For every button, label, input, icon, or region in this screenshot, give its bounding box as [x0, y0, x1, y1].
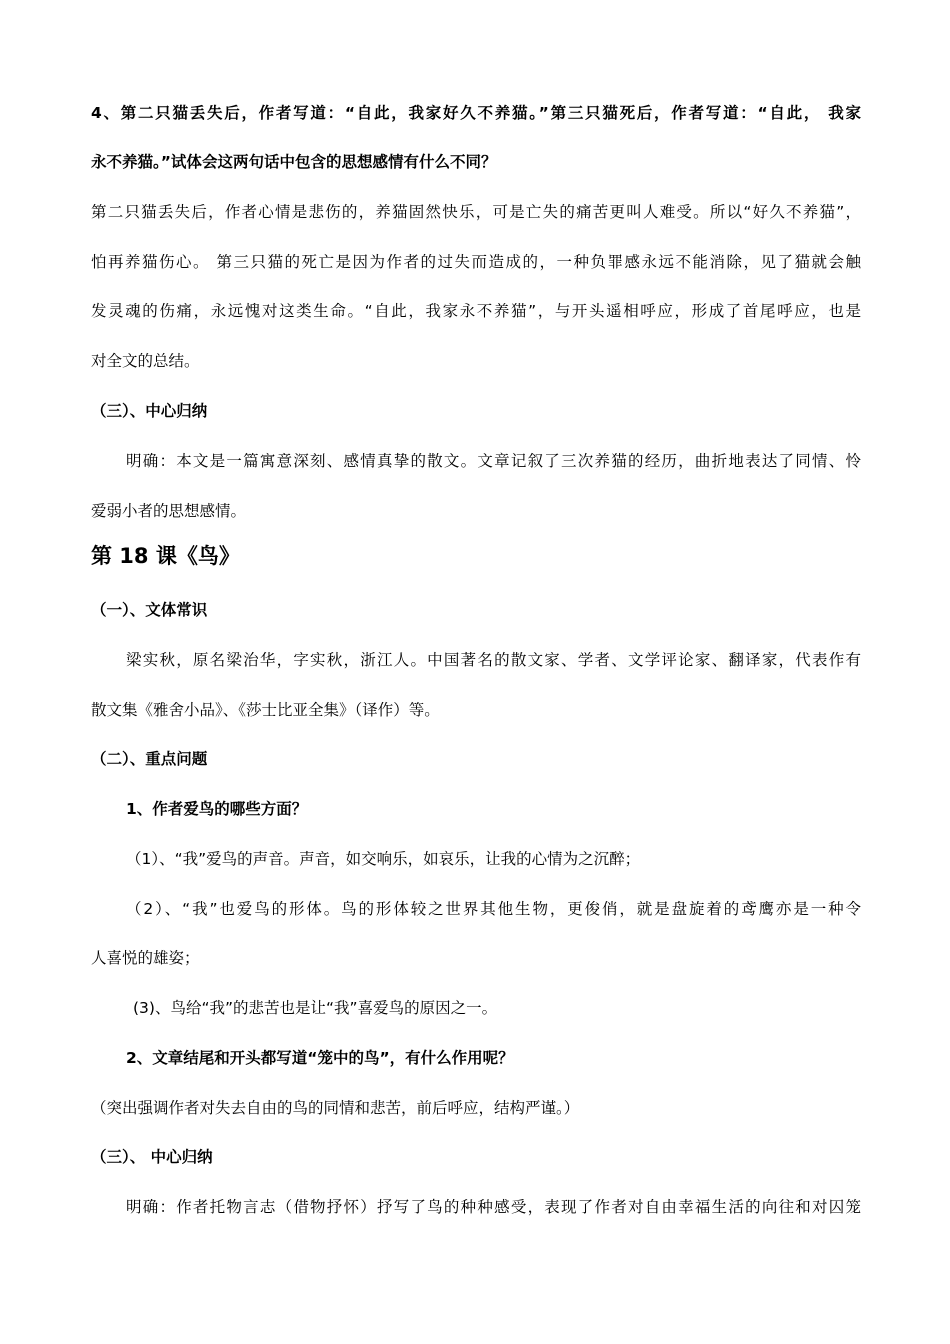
section-heading-genre: （一）、文体常识: [91, 601, 208, 619]
question-4-line-2: 永不养猫。”试体会这两句话中包含的思想感情有什么不同？: [91, 153, 497, 171]
section-heading-key-questions: （二）、重点问题: [91, 750, 208, 768]
lesson-title: 第 18 课《鸟》: [91, 544, 240, 568]
question-4-line-1: 4、第二只猫丢失后，作者写道：“自此，我家好久不养猫。”第三只猫死后，作者写道：“自此， 我家: [91, 104, 861, 122]
answer-1-item-3: (3)、鸟给“我”的悲苦也是让“我”喜爱鸟的原因之一。: [133, 999, 498, 1017]
answer-2: （突出强调作者对失去自由的鸟的同情和悲苦，前后呼应，结构严谨。）: [91, 1099, 580, 1117]
genre-line-1: 梁实秋，原名梁治华，字实秋，浙江人。中国著名的散文家、学者、文学评论家、翻译家，代表作有: [126, 651, 861, 669]
question-1: 1、作者爱鸟的哪些方面？: [126, 800, 308, 818]
summary-line-1: 明确：本文是一篇寓意深刻、感情真挚的散文。文章记叙了三次养猫的经历，曲折地表达了同情、怜: [126, 452, 861, 470]
answer-1-item-2-line-2: 人喜悦的雄姿；: [91, 949, 200, 967]
section-heading-central-summary: （三）、中心归纳: [91, 402, 208, 420]
answer-4-line-4: 对全文的总结。: [91, 352, 200, 370]
answer-1-item-2-line-1: （2）、“我”也爱鸟的形体。鸟的形体较之世界其他生物，更俊俏，就是盘旋着的鸢鹰亦是一种令: [126, 900, 861, 918]
answer-4-line-3: 发灵魂的伤痛，永远愧对这类生命。“自此，我家永不养猫”，与开头遥相呼应，形成了首尾呼应，也是: [91, 302, 861, 320]
genre-line-2: 散文集《雅舍小品》、《莎士比亚全集》（译作）等。: [91, 701, 440, 719]
answer-1-item-1: （1）、“我”爱鸟的声音。声音，如交响乐，如哀乐，让我的心情为之沉醉；: [126, 850, 641, 868]
answer-4-line-2: 怕再养猫伤心。 第三只猫的死亡是因为作者的过失而造成的，一种负罪感永远不能消除，见了猫就会触: [91, 253, 861, 271]
question-2: 2、文章结尾和开头都写道“笼中的鸟”，有什么作用呢？: [126, 1049, 514, 1067]
answer-4-line-1: 第二只猫丢失后，作者心情是悲伤的，养猫固然快乐，可是亡失的痛苦更叫人难受。所以“好久不养猫”，: [91, 203, 861, 221]
section-heading-central-summary-2: （三）、 中心归纳: [91, 1148, 213, 1166]
summary-line-2: 爱弱小者的思想感情。: [91, 502, 247, 520]
summary-2-line-1: 明确：作者托物言志（借物抒怀）抒写了鸟的种种感受，表现了作者对自由幸福生活的向往和对囚笼: [126, 1198, 861, 1216]
